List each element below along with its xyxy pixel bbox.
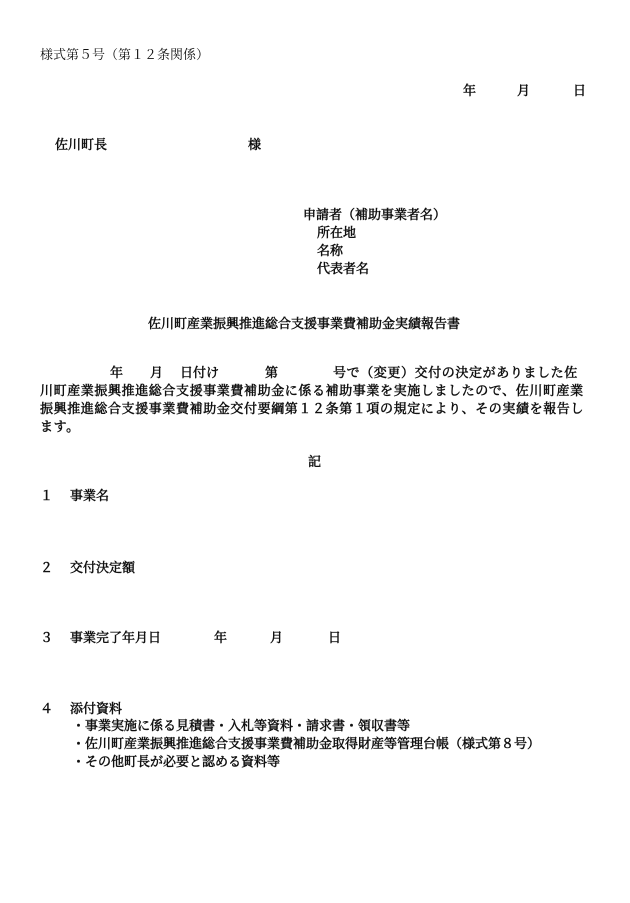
body-no-suffix: 号で（変更）交付の決定がありました佐 — [333, 366, 578, 381]
date-year: 年 — [463, 84, 477, 99]
body-day: 日付け — [180, 366, 220, 381]
item-month: 月 — [270, 631, 284, 646]
item-day: 日 — [328, 631, 342, 646]
date-month: 月 — [517, 84, 531, 99]
item-number: ３ — [40, 631, 54, 646]
body-line-2: 川町産業振興推進総合支援事業費補助金に係る補助事業を実施しましたので、佐川町産業 — [40, 384, 584, 399]
attachment-item: ・その他町長が必要と認める資料等 — [72, 755, 281, 770]
body-no-prefix: 第 — [265, 366, 279, 381]
item-year: 年 — [214, 631, 228, 646]
ki-mark: 記 — [308, 455, 322, 470]
body-year: 年 — [110, 366, 124, 381]
document-title: 佐川町産業振興推進総合支援事業費補助金実績報告書 — [148, 317, 461, 332]
item-number: ２ — [40, 561, 54, 576]
applicant-representative: 代表者名 — [317, 262, 370, 277]
attachment-item: ・佐川町産業振興推進総合支援事業費補助金取得財産等管理台帳（様式第８号） — [72, 737, 541, 752]
item-label: 事業名 — [70, 489, 110, 504]
item-number: １ — [40, 489, 54, 504]
body-month: 月 — [150, 366, 164, 381]
item-label: 事業完了年月日 — [70, 631, 162, 646]
form-number: 様式第５号（第１２条関係） — [40, 48, 210, 63]
body-line-4: ます。 — [40, 420, 80, 435]
item-label: 添付資料 — [70, 702, 123, 717]
item-number: ４ — [40, 702, 54, 717]
item-label: 交付決定額 — [70, 561, 136, 576]
date-day: 日 — [573, 84, 587, 99]
applicant-address: 所在地 — [317, 226, 357, 241]
addressee-honorific: 様 — [248, 138, 262, 153]
body-line-3: 振興推進総合支援事業費補助金交付要綱第１２条第１項の規定により、その実績を報告し — [40, 402, 585, 417]
addressee-name: 佐川町長 — [55, 138, 108, 153]
attachment-item: ・事業実施に係る見積書・入札等資料・請求書・領収書等 — [72, 719, 411, 734]
applicant-heading: 申請者（補助事業者名） — [303, 208, 447, 223]
applicant-name: 名称 — [317, 244, 344, 259]
